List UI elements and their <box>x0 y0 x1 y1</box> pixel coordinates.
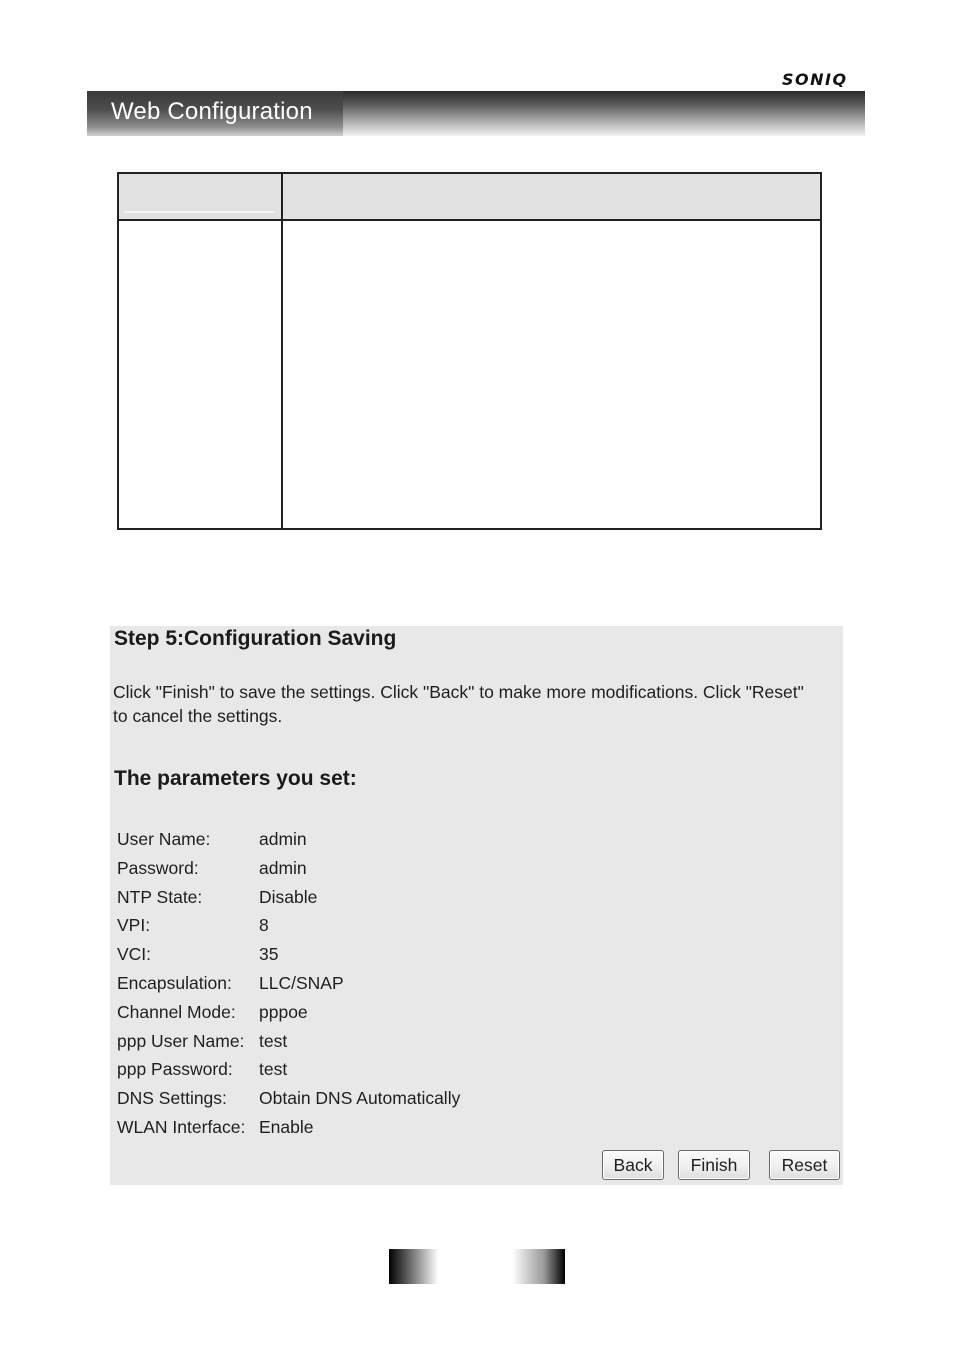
parameter-value: 8 <box>259 915 269 936</box>
page-number-tab <box>389 1249 565 1284</box>
parameter-label: Password: <box>117 857 199 878</box>
parameter-label: DNS Settings: <box>117 1088 227 1109</box>
parameter-value: Obtain DNS Automatically <box>259 1088 461 1109</box>
parameter-label: VPI: <box>117 915 151 936</box>
parameter-label: WLAN Interface: <box>117 1117 246 1137</box>
parameter-label: Encapsulation: <box>117 973 232 993</box>
table-column-divider <box>281 174 283 528</box>
parameter-value: Disable <box>259 886 318 907</box>
parameters-title: The parameters you set: <box>114 767 357 790</box>
parameter-value: admin <box>259 829 307 849</box>
page-title: Web Configuration <box>111 98 313 125</box>
table-header-cell <box>124 211 274 213</box>
parameter-value: pppoe <box>259 1001 308 1022</box>
parameter-label: ppp Password: <box>117 1059 233 1080</box>
parameter-label: VCI: <box>117 944 152 965</box>
step-description: Click "Finish" to save the settings. Click "Back" to make more modifications. Click "Reset" to cancel the settings. <box>113 682 804 726</box>
parameter-label: NTP State: <box>117 886 203 907</box>
finish-button[interactable]: Finish <box>678 1150 750 1180</box>
table-header-row <box>119 174 820 221</box>
parameter-label: User Name: <box>117 829 211 849</box>
parameter-label: Channel Mode: <box>117 1001 236 1022</box>
brand-logo: SONIQ <box>782 70 848 89</box>
document-table <box>117 172 822 530</box>
back-button[interactable]: Back <box>602 1150 664 1180</box>
parameter-value: test <box>259 1030 288 1051</box>
parameter-value: Enable <box>259 1117 314 1137</box>
reset-button[interactable]: Reset <box>769 1150 840 1180</box>
parameter-label: ppp User Name: <box>117 1030 245 1051</box>
parameter-value: 35 <box>259 944 279 965</box>
parameter-value: LLC/SNAP <box>259 973 344 993</box>
parameter-value: admin <box>259 857 307 878</box>
step-title: Step 5:Configuration Saving <box>114 627 397 650</box>
parameter-value: test <box>259 1059 288 1080</box>
